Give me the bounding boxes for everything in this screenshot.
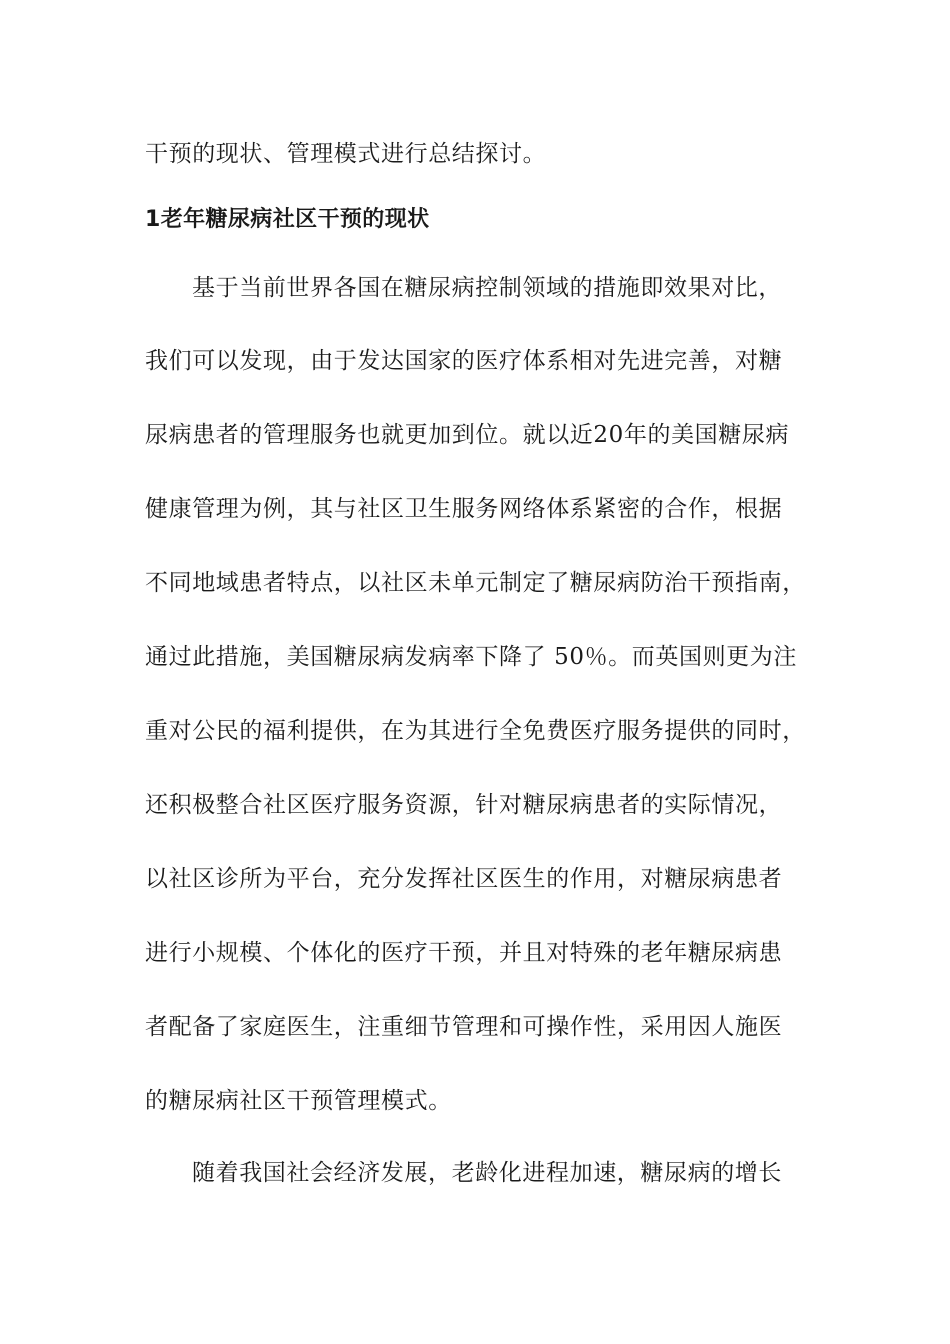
paragraph-line: 重对公民的福利提供，在为其进行全免费医疗服务提供的同时， <box>145 718 806 744</box>
paragraph-line: 不同地域患者特点，以社区未单元制定了糖尿病防治干预指南， <box>145 570 806 596</box>
paragraph-line: 基于当前世界各国在糖尿病控制领域的措施即效果对比， <box>192 275 782 301</box>
paragraph-line: 干预的现状、管理模式进行总结探讨。 <box>145 141 547 167</box>
paragraph-line: 的糖尿病社区干预管理模式。 <box>145 1088 452 1114</box>
paragraph-line: 健康管理为例，其与社区卫生服务网络体系紧密的合作，根据 <box>145 496 783 522</box>
paragraph-line: 随着我国社会经济发展，老龄化进程加速，糖尿病的增长 <box>192 1160 782 1186</box>
paragraph-line: 通过此措施，美国糖尿病发病率下降了 50％。而英国则更为注 <box>145 644 797 670</box>
paragraph-line: 进行小规模、个体化的医疗干预，并且对特殊的老年糖尿病患 <box>145 940 783 966</box>
paragraph-line: 以社区诊所为平台，充分发挥社区医生的作用，对糖尿病患者 <box>145 866 783 892</box>
paragraph-line: 我们可以发现，由于发达国家的医疗体系相对先进完善，对糖 <box>145 348 783 374</box>
paragraph-line: 者配备了家庭医生，注重细节管理和可操作性，采用因人施医 <box>145 1014 783 1040</box>
paragraph-line: 尿病患者的管理服务也就更加到位。就以近20年的美国糖尿病 <box>145 422 790 448</box>
section-heading: 1老年糖尿病社区干预的现状 <box>145 207 430 232</box>
paragraph-line: 还积极整合社区医疗服务资源，针对糖尿病患者的实际情况， <box>145 792 783 818</box>
